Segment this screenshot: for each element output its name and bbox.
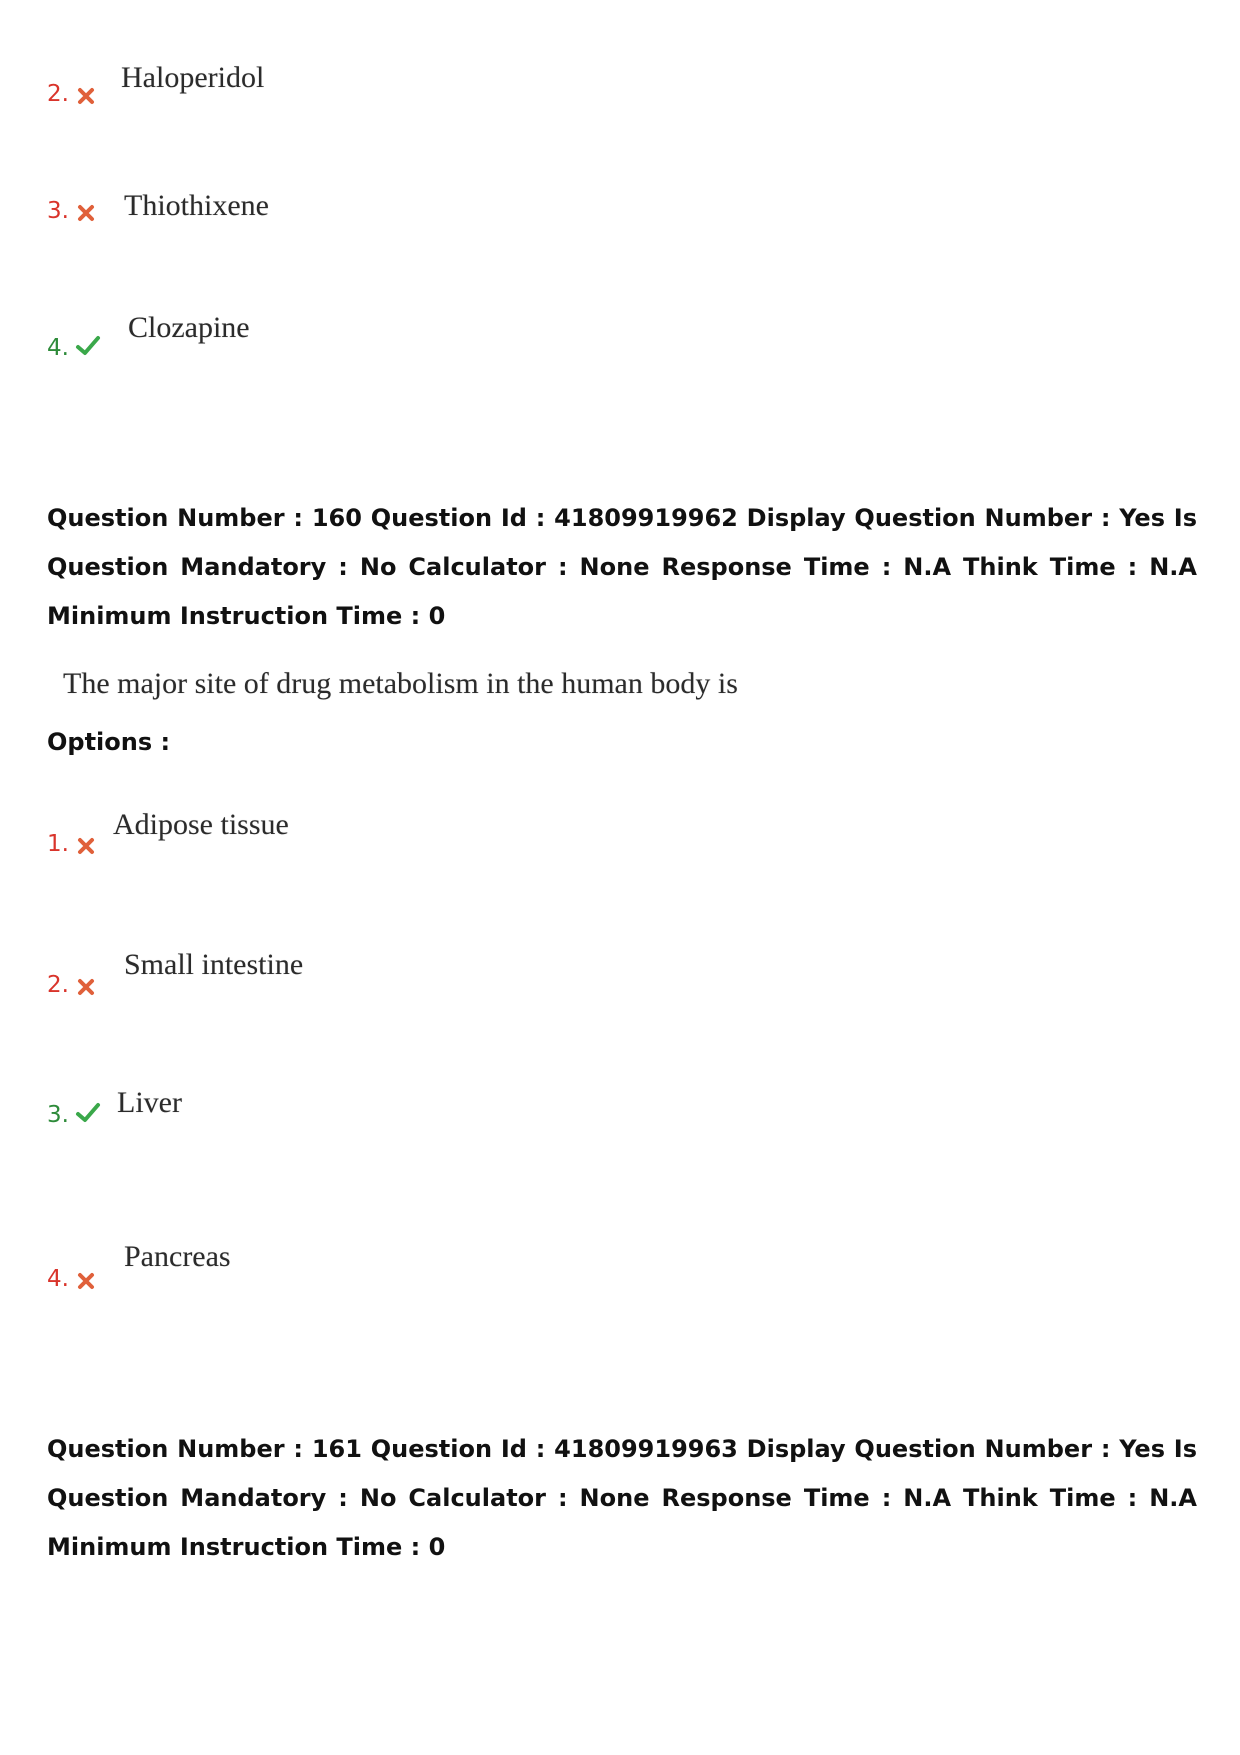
- option-text: Liver: [117, 1086, 182, 1119]
- question-text: The major site of drug metabolism in the human body is: [63, 667, 738, 700]
- check-icon: [75, 1101, 101, 1125]
- option-text: Adipose tissue: [113, 808, 289, 841]
- option-number: 3.: [47, 1102, 69, 1128]
- option-number: 2.: [47, 972, 69, 998]
- cross-icon: [75, 85, 97, 107]
- option-number: 4.: [47, 335, 69, 361]
- cross-icon: [75, 835, 97, 857]
- cross-icon: [75, 976, 97, 998]
- option-text: Thiothixene: [124, 189, 269, 222]
- option-text: Haloperidol: [121, 61, 265, 94]
- option-number: 3.: [47, 198, 69, 224]
- options-label: Options :: [47, 728, 171, 756]
- option-number: 2.: [47, 81, 69, 107]
- check-icon: [75, 334, 101, 358]
- option-number: 1.: [47, 831, 69, 857]
- option-text: Pancreas: [124, 1240, 231, 1273]
- question-meta: Question Number : 161 Question Id : 41809919963 Display Question Number : Yes Is Question Mandatory : No Calculator : None Response Time : N.A Think Time : N.A Minimum Instruction Time : 0: [47, 1435, 1197, 1561]
- option-number: 4.: [47, 1266, 69, 1292]
- option-text: Small intestine: [124, 948, 304, 981]
- option-text: Clozapine: [128, 311, 250, 344]
- cross-icon: [75, 202, 97, 224]
- question-meta: Question Number : 160 Question Id : 41809919962 Display Question Number : Yes Is Question Mandatory : No Calculator : None Response Time : N.A Think Time : N.A Minimum Instruction Time : 0: [47, 504, 1197, 630]
- cross-icon: [75, 1270, 97, 1292]
